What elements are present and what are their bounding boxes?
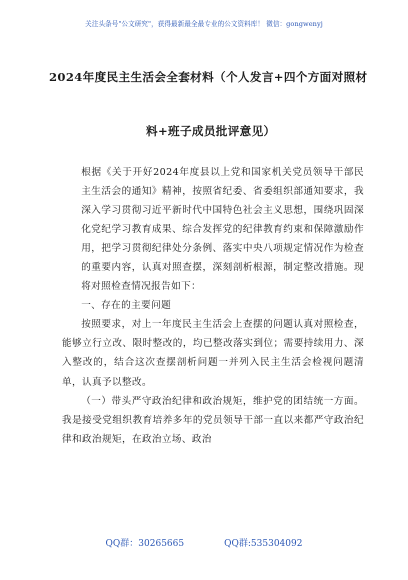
footer-qq-group-2: QQ群:535304092	[224, 538, 303, 549]
footer	[0, 532, 408, 552]
intro-paragraph: 根据《关于开好2024年度县以上党和国家机关党员领导干部民主生活会的通知》精神，按照省纪委、省委组织部通知要求，我深入学习贯彻习近平新时代中国特色社会主义思想，围绕巩固深化党纪学习教育成果、综合发挥党的纪律教育约束和保障激励作用，把学习贯彻纪律处分条例、落实中央八项规定情况作为检查的重要内容，认真对照查摆，深刻剖析根源，制定整改措施。现将对照检查情况报告如下：	[81, 167, 364, 293]
header-banner	[0, 0, 408, 46]
banner-text: 关注头条号"公文研究"，获得最新最全最专业的公文资料库！ 微信：gongwenyj	[85, 20, 323, 28]
document-body	[62, 163, 364, 449]
document-title-line-1: 2024年度民主生活会全套材料（个人发言+四个方面对照材	[49, 70, 368, 84]
footer-qq-group-1: QQ群：30265665	[105, 538, 185, 549]
section-heading: 一、存在的主要问题	[81, 300, 172, 312]
body-paragraph: （一）带头严守政治纪律和政治规矩，维护党的团结统一方面。我是接受党组织教育培养多年的党员领导干部一直以来都严守政治纪律和政治规矩，在政治立场、政治	[62, 395, 364, 445]
document-title-line-2: 料+班子成员批评意见）	[146, 124, 276, 138]
body-paragraph: 按照要求，对上一年度民主生活会上查摆的问题认真对照检查，能够立行立改、限时整改的，均已整改落实到位；需要持续用力、深入整改的，结合这次查摆剖析问题一并列入民主生活会检视问题清单，认真予以整改。	[62, 319, 364, 388]
